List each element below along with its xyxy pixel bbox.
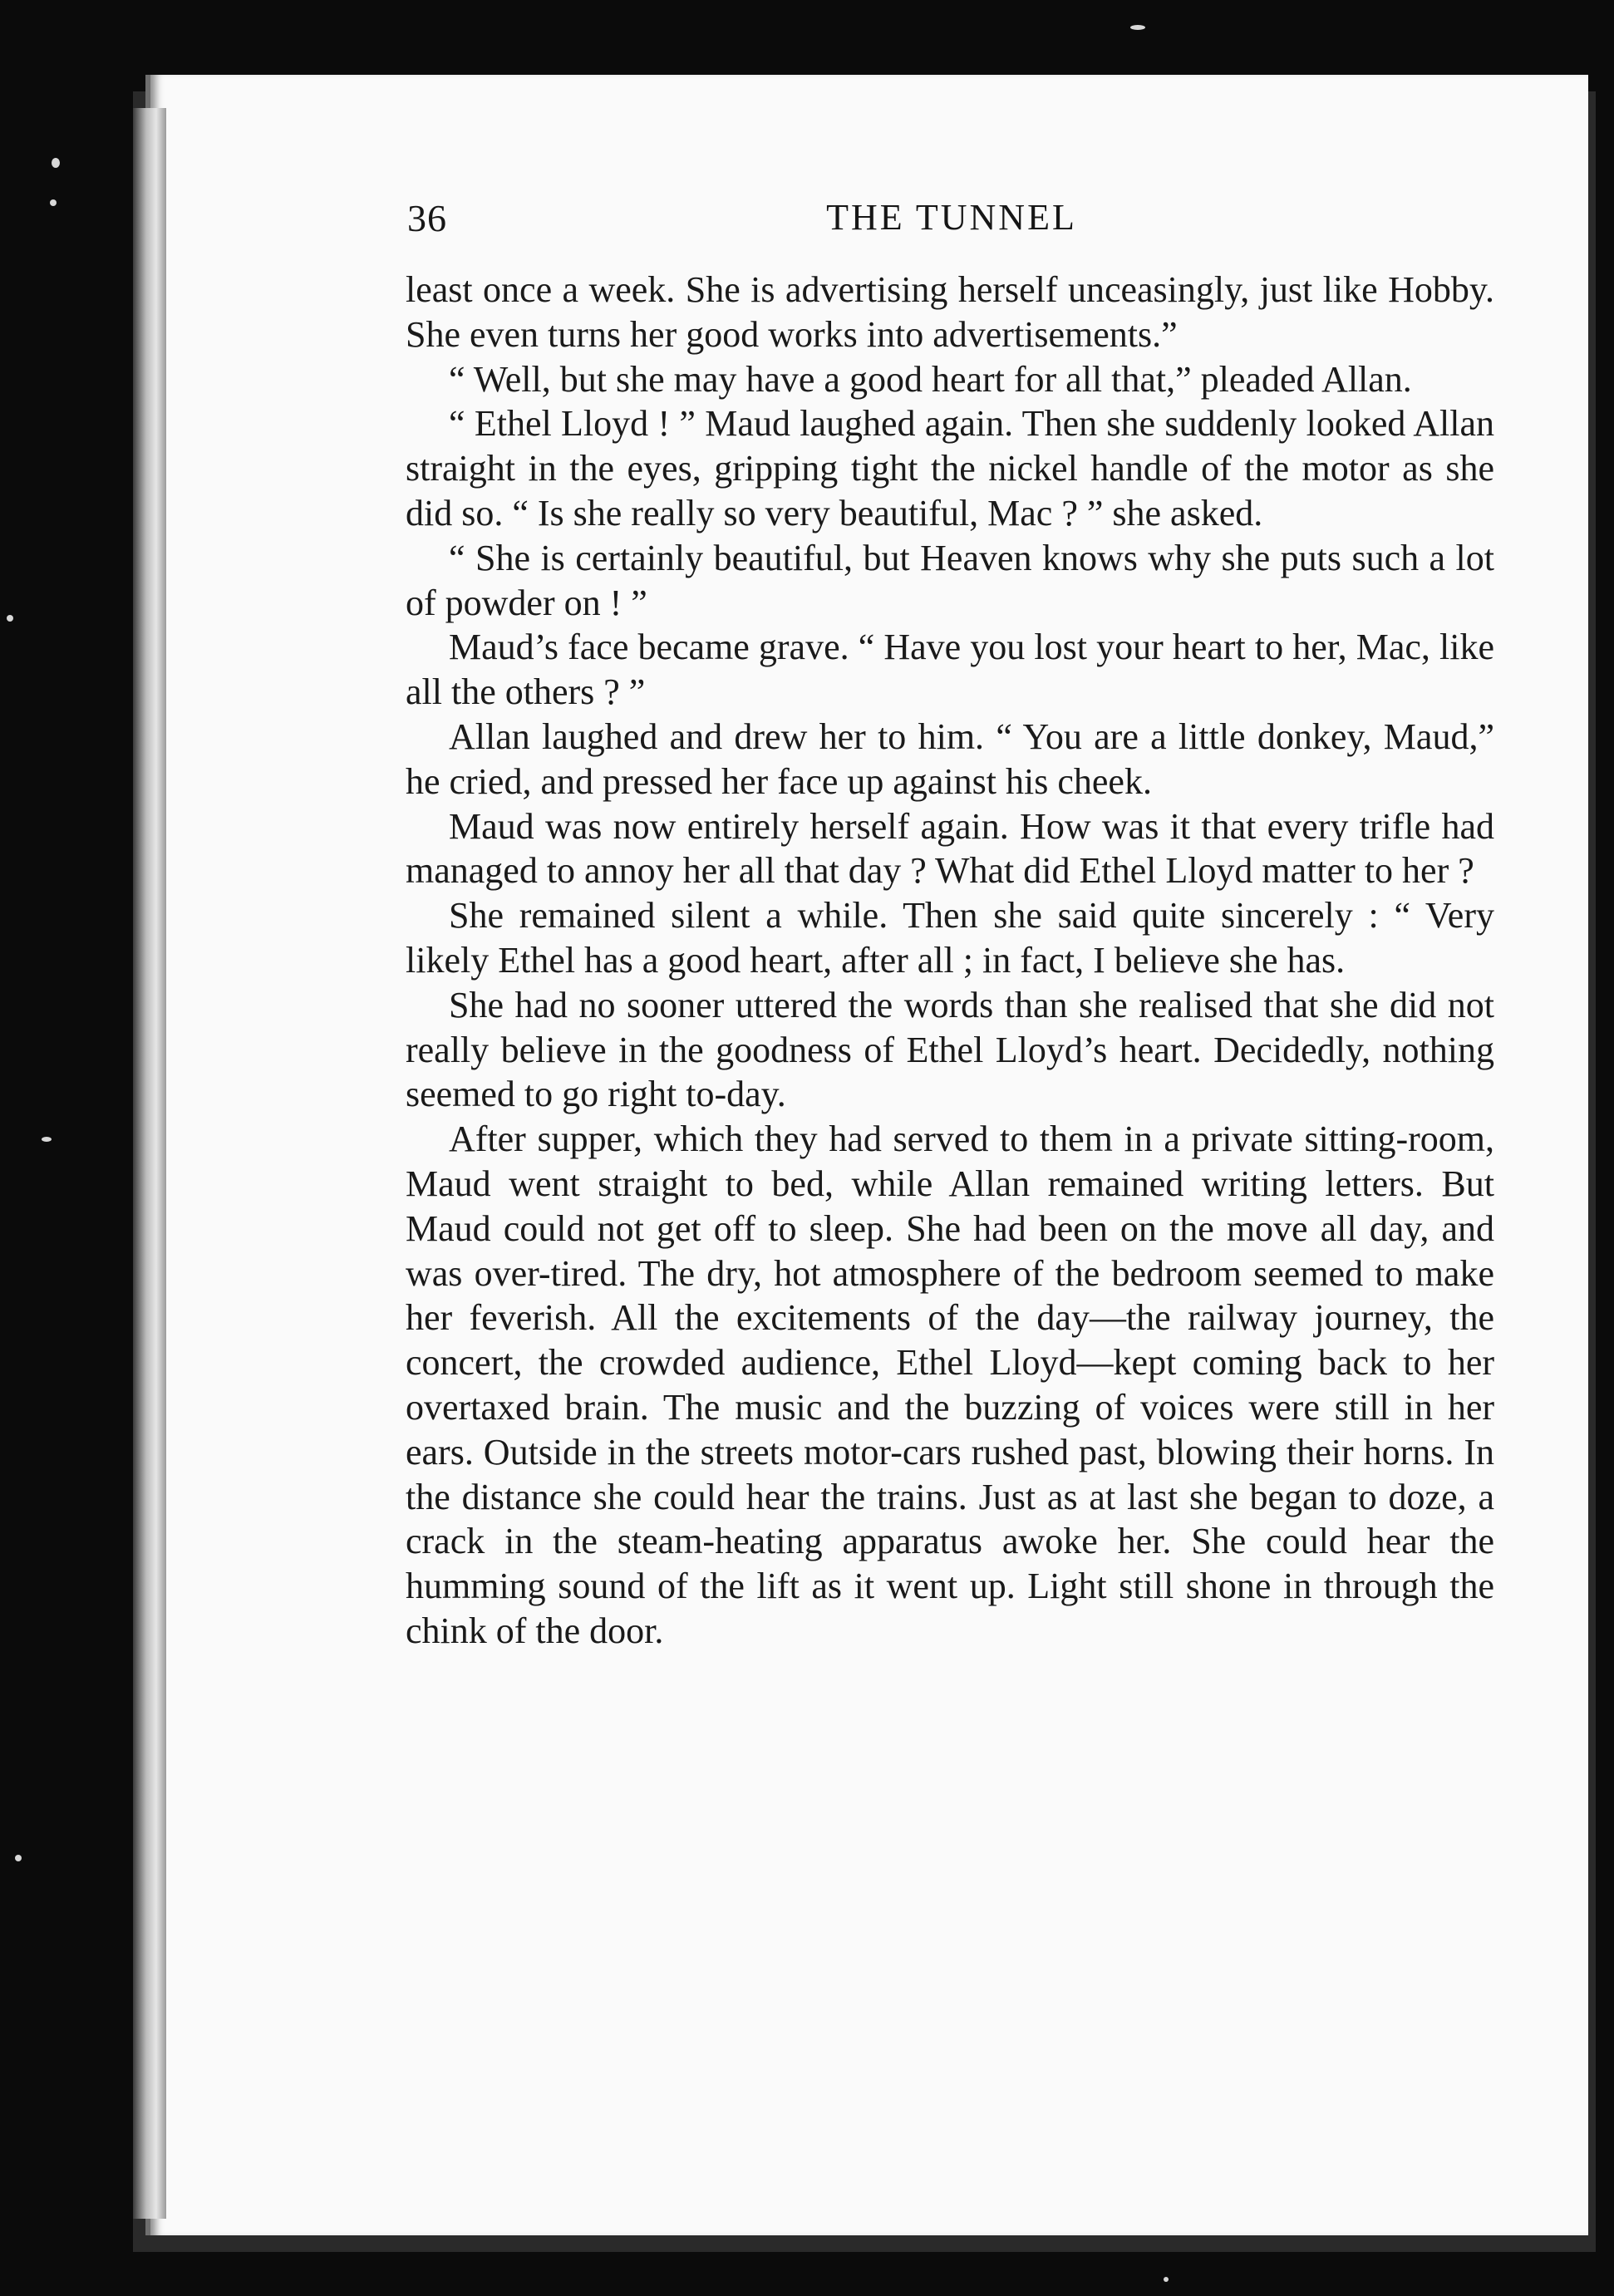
scan-speck — [15, 1855, 22, 1861]
paragraph: “ Well, but she may have a good heart for all that,” pleaded Allan. — [449, 358, 1412, 400]
scan-speck — [1164, 2277, 1169, 2282]
paragraph: Maud’s face became grave. “ Have you lost your heart to her, Mac, like all the others ? ” — [406, 627, 1494, 713]
paragraph: Allan laughed and drew her to him. “ You are a little donkey, Maud,” he cried, and pressed her face up against his cheek. — [406, 715, 1494, 802]
page-number: 36 — [407, 197, 447, 239]
scan-speck — [50, 199, 57, 206]
page-header — [407, 196, 1496, 254]
scan-speck — [1130, 25, 1145, 30]
scan-speck — [7, 615, 13, 622]
paragraph: least once a week. She is advertising herself unceasingly, just like Hobby. She even turns her good works into advertisements.” — [406, 269, 1494, 355]
paragraph: She remained silent a while. Then she said quite sincerely : “ Very likely Ethel has a good heart, after all ; in fact, I believe she has. — [406, 895, 1494, 981]
running-title: THE TUNNEL — [826, 197, 1077, 238]
paragraph: After supper, which they had served to them in a private sitting-room, Maud went straight to bed, while Allan remained writing letters. But Maud could not get off to sleep. She had been on the move all day, and was over-tired. The dry, hot atmosphere of the bedroom seemed to make her feverish. All the excitements of the day—the railway journey, the concert, the crowded audience, Ethel Lloyd—kept coming back to her overtaxed brain. The music and the buzzing of voices were still in her ears. Outside in the streets motor-cars rushed past, blowing their horns. In the distance she could hear the trains. Just as at last she began to doze, a crack in the steam-heating apparatus awoke her. She could hear the humming sound of the lift as it went up. Light still shone in through the chink of the door. — [406, 1119, 1494, 1651]
paragraph: She had no sooner uttered the words than she realised that she did not really believe in the goodness of Ethel Lloyd’s heart. Decidedly, nothing seemed to go right to-day. — [406, 984, 1494, 1115]
paragraph: “ Ethel Lloyd ! ” Maud laughed again. Then she suddenly looked Allan straight in the eyes, gripping tight the nickel handle of the motor as she did so. “ Is she really so very beautiful, Mac ? ” she asked. — [406, 403, 1494, 533]
page-binding-edge — [133, 108, 166, 2219]
scan-speck — [42, 1137, 52, 1142]
page-body — [406, 268, 1494, 1654]
scan-speck — [52, 158, 60, 168]
paragraph: Maud was now entirely herself again. How was it that every trifle had managed to annoy her all that day ? What did Ethel Lloyd matter to her ? — [406, 805, 1494, 892]
paragraph: “ She is certainly beautiful, but Heaven knows why she puts such a lot of powder on ! ” — [406, 537, 1494, 623]
